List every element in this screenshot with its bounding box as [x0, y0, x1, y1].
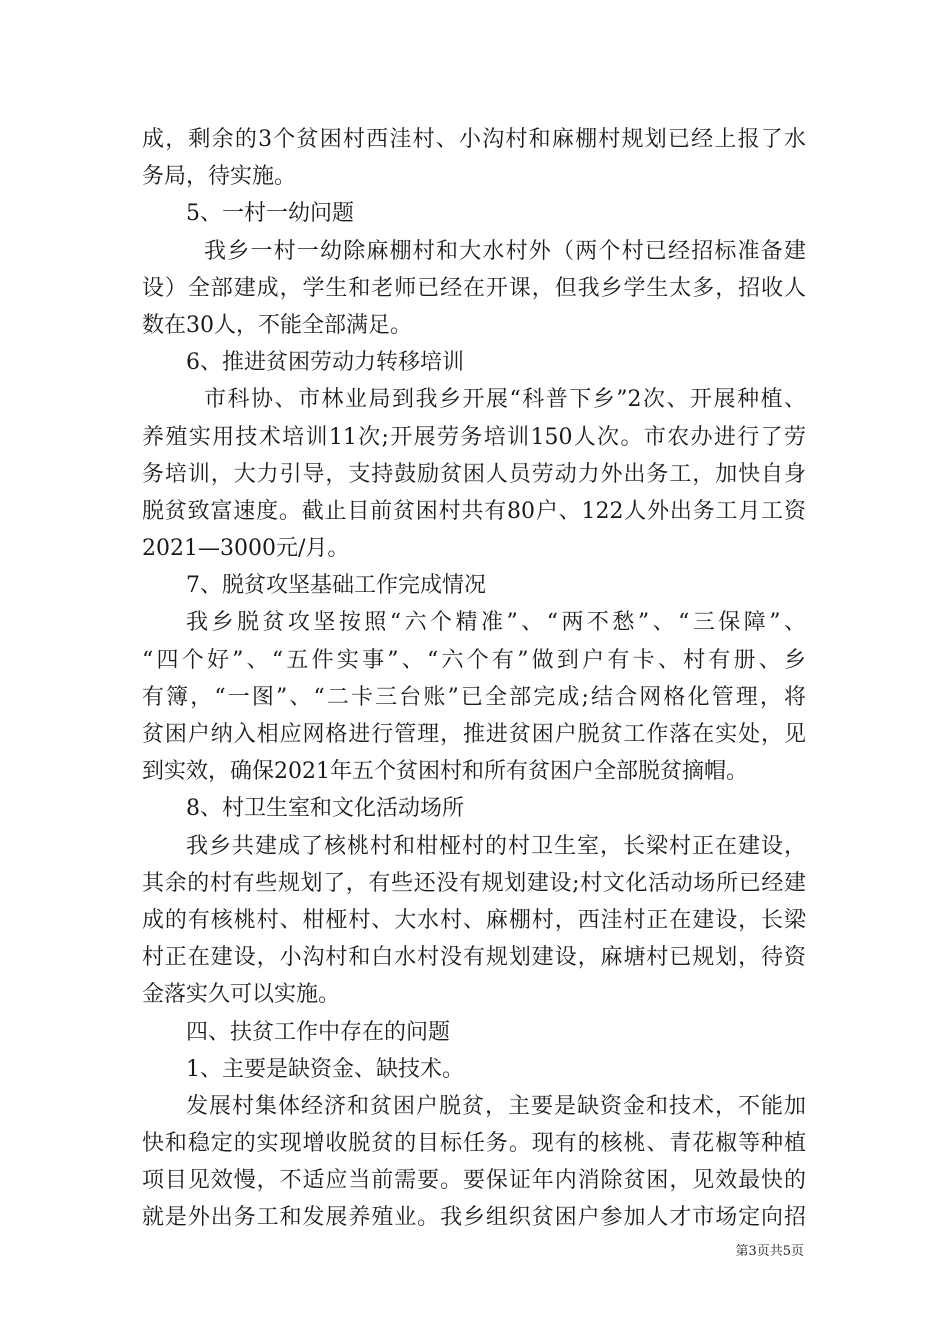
text-line: 其余的村有些规划了，有些还没有规划建设;村文化活动场所已经建: [142, 870, 806, 896]
text-line: 成，剩余的3个贫困村西洼村、小沟村和麻棚村规划已经上报了水: [142, 127, 806, 152]
section-heading: 6、推进贫困劳动力转移培训: [186, 350, 464, 376]
text-line: 养殖实用技术培训11次;开展劳务培训150人次。市农办进行了劳: [142, 424, 806, 450]
text-line: 村正在建设，小沟村和白水村没有规划建设，麻塘村已规划，待资: [142, 945, 806, 971]
section-heading: 5、一村一幼问题: [186, 201, 354, 227]
text-line: 务培训，大力引导，支持鼓励贫困人员劳动力外出务工，加快自身: [142, 461, 806, 487]
section-heading: 1、主要是缺资金、缺技术。: [186, 1056, 464, 1082]
text-line: 金落实久可以实施。: [142, 982, 341, 1008]
text-line: 设）全部建成，学生和老师已经在开课，但我乡学生太多，招收人: [142, 275, 806, 301]
section-heading: 四、扶贫工作中存在的问题: [186, 1019, 451, 1045]
text-line: 我乡脱贫攻坚按照“六个精准”、“两不愁”、“三保障”、: [186, 610, 806, 636]
text-line: 我乡共建成了核桃村和柑桠村的村卫生室，长梁村正在建设，: [186, 833, 806, 859]
text-line: 数在30人，不能全部满足。: [142, 312, 412, 338]
text-line: 有簿，“一图”、“二卡三台账”已全部完成;结合网格化管理，将: [142, 684, 806, 710]
text-line: 2021—3000元/月。: [142, 536, 350, 562]
text-line: 项目见效慢，不适应当前需要。要保证年内消除贫困，见效最快的: [142, 1168, 806, 1194]
document-body: [142, 121, 806, 1237]
section-heading: 8、村卫生室和文化活动场所: [186, 796, 464, 822]
text-line: “四个好”、“五件实事”、“六个有”做到户有卡、村有册、乡: [142, 647, 806, 673]
text-line: 贫困户纳入相应网格进行管理，推进贫困户脱贫工作落在实处，见: [142, 722, 806, 747]
text-line: 市科协、市林业局到我乡开展“科普下乡”2次、开展种植、: [204, 387, 806, 413]
page-number: 第3页共5页: [735, 1244, 804, 1259]
text-line: 发展村集体经济和贫困户脱贫，主要是缺资金和技术，不能加: [186, 1093, 806, 1119]
text-line: 就是外出务工和发展养殖业。我乡组织贫困户参加人才市场定向招: [142, 1205, 806, 1231]
section-heading: 7、脱贫攻坚基础工作完成情况: [186, 573, 486, 599]
text-line: 我乡一村一幼除麻棚村和大水村外（两个村已经招标准备建: [204, 238, 806, 264]
text-line: 成的有核桃村、柑桠村、大水村、麻棚村，西洼村正在建设，长梁: [142, 907, 806, 933]
text-line: 务局，待实施。: [142, 164, 297, 190]
text-line: 脱贫致富速度。截止目前贫困村共有80户、122人外出务工月工资: [142, 498, 806, 524]
text-line: 快和稳定的实现增收脱贫的目标任务。现有的核桃、青花椒等种植: [142, 1131, 806, 1157]
text-line: 到实效，确保2021年五个贫困村和所有贫困户全部脱贫摘帽。: [142, 759, 748, 785]
